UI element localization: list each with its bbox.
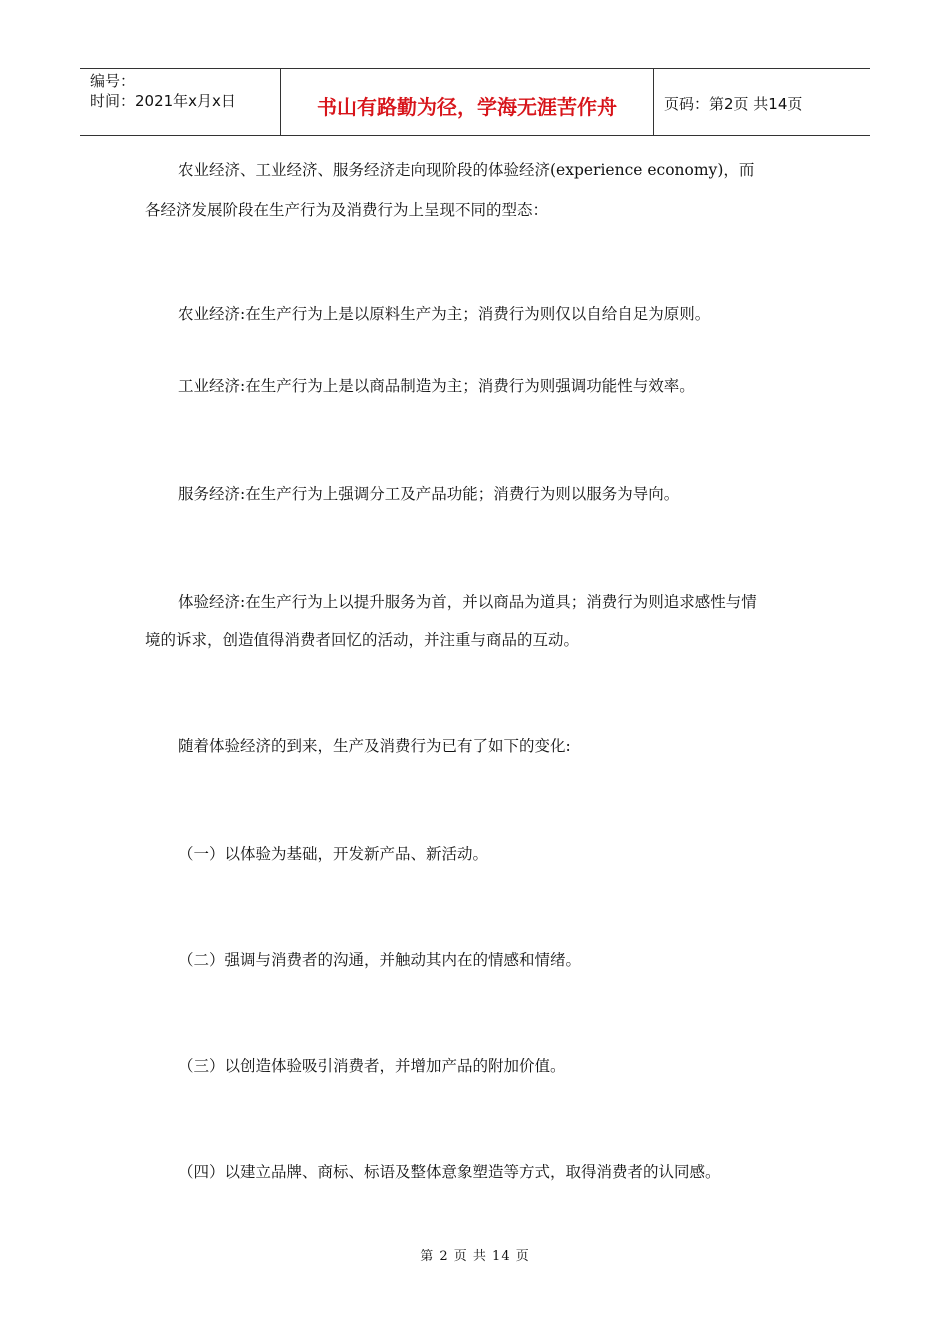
paragraph-intro-line-1: 农业经济、工业经济、服务经济走向现阶段的体验经济(experience economy)，而 (178, 161, 755, 179)
paragraph-agricultural-economy: 农业经济:在生产行为上是以原料生产为主；消费行为则仅以自给自足为原则。 (178, 305, 711, 323)
header-table (80, 68, 870, 136)
list-item-1: （一）以体验为基础，开发新产品、新活动。 (178, 845, 489, 863)
list-item-4: （四）以建立品牌、商标、标语及整体意象塑造等方式，取得消费者的认同感。 (178, 1163, 721, 1181)
paragraph-experience-economy-line-2: 境的诉求，创造值得消费者回忆的活动，并注重与商品的互动。 (145, 631, 580, 649)
paragraph-experience-economy-line-1: 体验经济:在生产行为上以提升服务为首，并以商品为道具；消费行为则追求感性与情 (178, 593, 757, 611)
header-page-info: 页码：第2页 共14页 (664, 94, 803, 113)
paragraph-industrial-economy: 工业经济:在生产行为上是以商品制造为主；消费行为则强调功能性与效率。 (178, 377, 695, 395)
list-item-3: （三）以创造体验吸引消费者，并增加产品的附加价值。 (178, 1057, 566, 1075)
paragraph-intro-line-2: 各经济发展阶段在生产行为及消费行为上呈现不同的型态： (145, 201, 549, 219)
paragraph-changes-intro: 随着体验经济的到来，生产及消费行为已有了如下的变化: (178, 737, 571, 755)
header-motto: 书山有路勤为径，学海无涯苦作舟 (281, 69, 654, 135)
document-time-label: 时间：2021年x月x日 (90, 92, 236, 110)
list-item-2: （二）强调与消费者的沟通，并触动其内在的情感和情绪。 (178, 951, 582, 969)
page-footer: 第 2 页 共 14 页 (420, 1249, 530, 1264)
document-number-label: 编号： (90, 72, 136, 90)
paragraph-service-economy: 服务经济:在生产行为上强调分工及产品功能；消费行为则以服务为导向。 (178, 485, 680, 503)
header-info-cell (80, 69, 281, 135)
